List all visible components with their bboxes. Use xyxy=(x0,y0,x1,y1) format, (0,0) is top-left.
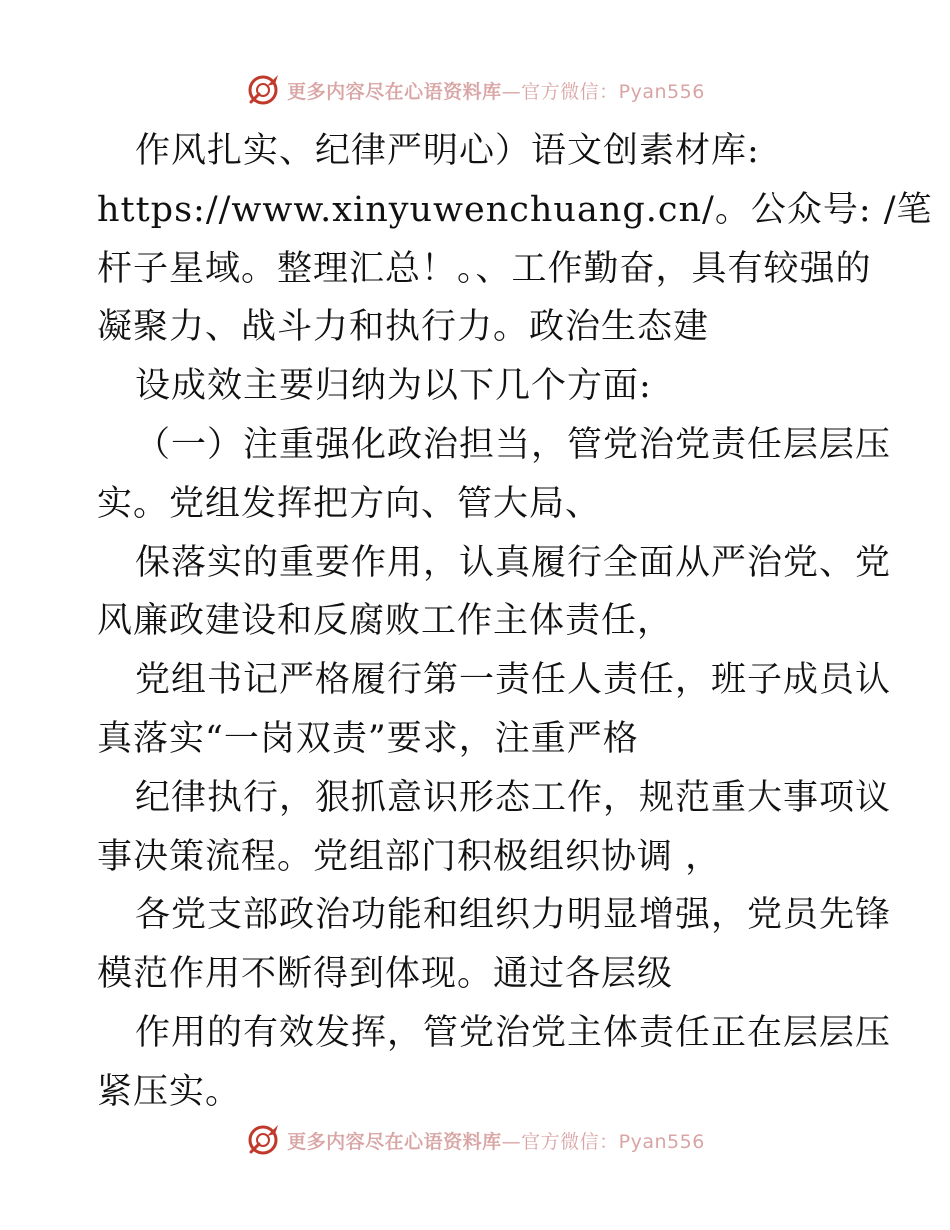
text-line: 设成效主要归纳为以下几个方面: xyxy=(135,366,652,407)
header-watermark xyxy=(0,70,950,110)
text-line: 风廉政建设和反腐败工作主体责任， xyxy=(97,601,674,642)
text-line: 杆子星域。整理汇总！。、工作勤奋，具有较强的 xyxy=(97,248,872,289)
text-line: （一）注重强化政治担当，管党治党责任层层压 xyxy=(135,424,892,465)
quill-logo-icon xyxy=(245,72,281,108)
footer-watermark xyxy=(0,1120,950,1160)
text-line: 党组书记严格履行第一责任人责任，班子成员认 xyxy=(135,660,892,701)
text-line: 模范作用不断得到体现。通过各层级 xyxy=(97,954,674,995)
document-body xyxy=(97,122,933,1122)
footer-watermark-text: 更多内容尽在心语资料库—官方微信：Pyan556 xyxy=(287,1130,705,1153)
quill-logo-icon xyxy=(245,1122,281,1158)
text-line: 作用的有效发挥，管党治党主体责任正在层层压 xyxy=(135,1012,892,1053)
text-line: 凝聚力、战斗力和执行力。政治生态建 xyxy=(97,307,710,348)
text-line: 保落实的重要作用，认真履行全面从严治党、党 xyxy=(135,542,892,583)
text-line: 真落实“一岗双责”要求，注重严格 xyxy=(97,718,639,759)
text-line: https://www.xinyuwenchuang.cn/。公众号: /笔 xyxy=(97,189,933,230)
text-line: 实。党组发挥把方向、管大局、 xyxy=(97,483,602,524)
text-line: 作风扎实、纪律严明心）语文创素材库: xyxy=(135,131,760,171)
header-watermark-text: 更多内容尽在心语资料库—官方微信：Pyan556 xyxy=(287,80,705,103)
text-line: 事决策流程。党组部门积极组织协调 ， xyxy=(97,836,722,877)
text-line: 紧压实。 xyxy=(97,1071,242,1112)
text-line: 纪律执行，狠抓意识形态工作，规范重大事项议 xyxy=(135,777,892,818)
text-line: 各党支部政治功能和组织力明显增强，党员先锋 xyxy=(135,895,892,936)
